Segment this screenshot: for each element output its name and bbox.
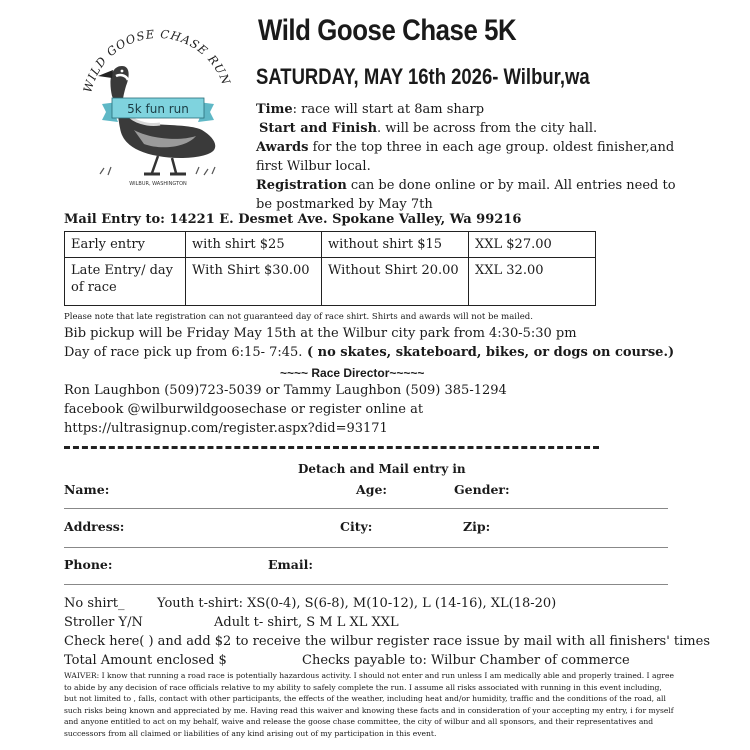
adult-shirt-option[interactable]: Adult t- shirt, S M L XL XXL <box>214 615 399 630</box>
name-label: Name: <box>64 482 110 497</box>
late-registration-note: Please note that late registration can not guaranteed day of race shirt. Shirts and awards will not be mailed. <box>64 312 533 322</box>
price-table <box>64 231 596 306</box>
start-label: Start and Finish <box>259 121 378 136</box>
awards-text: for the top three in each age group. oldest finisher,and first Wilbur local. <box>256 140 675 174</box>
awards-info <box>256 138 676 176</box>
day-pickup-text: Day of race pick up from 6:15- 7:45. <box>64 345 303 360</box>
time-label: Time <box>256 102 293 117</box>
no-shirt-option[interactable]: No shirt_ <box>64 596 125 611</box>
time-text: : race will start at 8am sharp <box>292 102 485 117</box>
table-cell: With Shirt $30.00 <box>186 258 322 306</box>
race-director-title: ~~~~ Race Director~~~~~ <box>280 366 425 380</box>
registration-info <box>256 176 676 214</box>
email-label: Email: <box>268 557 313 572</box>
table-cell: without shirt $15 <box>322 232 469 258</box>
bib-pickup-text: Bib pickup will be Friday May 15th at the Wilbur city park from 4:30-5:30 pm <box>64 326 577 341</box>
stroller-option[interactable]: Stroller Y/N <box>64 615 143 630</box>
table-cell: Without Shirt 20.00 <box>322 258 469 306</box>
awards-label: Awards <box>256 140 309 155</box>
table-cell: XXL 32.00 <box>469 258 596 306</box>
age-label: Age: <box>356 482 388 497</box>
race-director-contacts: Ron Laughbon (509)723-5039 or Tammy Laughbon (509) 385-1294 <box>64 383 507 398</box>
detach-cut-line <box>64 446 599 449</box>
table-row <box>65 232 596 258</box>
total-amount-field[interactable]: Total Amount enclosed $ <box>64 653 227 668</box>
start-finish-info <box>259 119 679 138</box>
gender-label: Gender: <box>454 482 510 497</box>
address-label: Address: <box>64 519 125 534</box>
table-cell: Late Entry/ day of race <box>65 258 186 306</box>
event-logo <box>68 18 248 188</box>
logo-banner-text: 5k fun run <box>127 102 189 116</box>
page-title: Wild Goose Chase 5K <box>258 14 517 47</box>
table-row <box>65 258 596 306</box>
mail-entry-address: Mail Entry to: 14221 E. Desmet Ave. Spokane Valley, Wa 99216 <box>64 212 522 227</box>
table-cell: Early entry <box>65 232 186 258</box>
detach-heading: Detach and Mail entry in <box>298 462 466 476</box>
checks-payable-text: Checks payable to: Wilbur Chamber of commerce <box>302 653 630 668</box>
day-pickup-rules: ( no skates, skateboard, bikes, or dogs on course.) <box>302 345 675 360</box>
time-info <box>256 100 676 119</box>
logo-bottom-text: WILBUR, WASHINGTON <box>129 181 187 187</box>
waiver-text: WAIVER: I know that running a road race is potentially hazardous activity. I should not enter and run unless I am medically able and properly trained. I agree to abide by any decision of race officials relative to my ability to safely complete the run. I assume all risks associated with running in this event including, but not limited to , falls, contact with other participants, the effects of the weather, including heat and/or humidity, traffic and the conditions of the road, all such risks being known and appreciated by me. Having read this waiver and knowing these facts and in consideration of your accepting my entry, i for myself and anyone entitled to act on my behalf, waive and release the goose chase committee, the city of wilbur and all sponsors, and their representatives and successors from all claimed or liabilities of any kind arising out of my participation in this event. <box>64 671 674 738</box>
start-text: . will be across from the city hall. <box>377 121 598 136</box>
table-cell: with shirt $25 <box>186 232 322 258</box>
registration-label: Registration <box>256 178 347 193</box>
zip-label: Zip: <box>463 519 491 534</box>
logo-arc-text: WILD GOOSE CHASE RUN <box>80 26 234 95</box>
svg-text:WILD GOOSE CHASE RUN <box>80 27 233 94</box>
goose-logo-icon <box>68 18 248 188</box>
name-field-line[interactable] <box>64 508 668 509</box>
address-field-line[interactable] <box>64 547 668 548</box>
registration-text: can be done online or by mail. All entries need to be postmarked by May 7th <box>256 178 676 212</box>
table-cell: XXL $27.00 <box>469 232 596 258</box>
phone-label: Phone: <box>64 557 113 572</box>
facebook-text: facebook @wilburwildgoosechase or register online at <box>64 402 424 417</box>
city-label: City: <box>340 519 373 534</box>
registration-url[interactable]: https://ultrasignup.com/register.aspx?did=93171 <box>64 421 388 436</box>
phone-field-line[interactable] <box>64 584 668 585</box>
youth-shirt-option[interactable]: Youth t-shirt: XS(0-4), S(6-8), M(10-12), L (14-16), XL(18-20) <box>157 596 557 611</box>
check-here-option[interactable]: Check here( ) and add $2 to receive the wilbur register race issue by mail with all finishers' times <box>64 634 710 649</box>
event-date: SATURDAY, MAY 16th 2026- Wilbur,wa <box>256 64 590 89</box>
day-pickup-line <box>64 345 674 360</box>
